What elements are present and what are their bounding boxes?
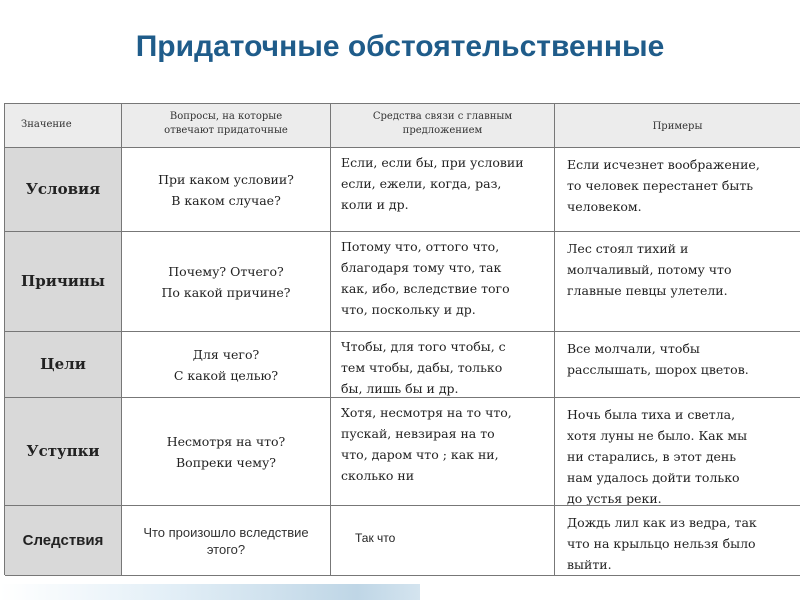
header-examples: Примеры: [555, 104, 800, 148]
row-meaning-purpose: Цели: [5, 332, 122, 398]
header-meaning: Значение: [5, 104, 122, 148]
questions-text: При каком условии? В каком случае?: [158, 171, 294, 208]
row-questions-purpose: [122, 332, 331, 398]
row-meaning-concession: Уступки: [5, 398, 122, 506]
row-questions-cause: [122, 232, 331, 332]
row-questions-consequence: [122, 506, 331, 576]
row-means-condition: Если, если бы, при условии если, ежели, когда, раз, коли и др.: [331, 148, 555, 232]
row-examples-condition: Если исчезнет воображение, то человек перестанет быть человеком.: [555, 148, 800, 232]
row-meaning-cause: Причины: [5, 232, 122, 332]
page-title: Придаточные обстоятельственные: [135, 30, 665, 63]
decorative-bottom-bar: [0, 584, 420, 600]
row-meaning-condition: Условия: [5, 148, 122, 232]
questions-text: Несмотря на что? Вопреки чему?: [166, 433, 286, 470]
row-means-cause: Потому что, оттого что, благодаря тому что, так как, ибо, вследствие того что, поскольку и др.: [331, 232, 555, 332]
questions-text: Для чего? С какой целью?: [173, 346, 279, 383]
row-means-concession: Хотя, несмотря на то что, пускай, невзирая на то что, даром что ; как ни, сколько ни: [331, 398, 555, 506]
row-means-purpose: Чтобы, для того чтобы, с тем чтобы, дабы, только бы, лишь бы и др.: [331, 332, 555, 398]
row-means-consequence: Так что: [331, 506, 555, 576]
row-examples-consequence: Дождь лил как из ведра, так что на крыльцо нельзя было выйти.: [555, 506, 800, 576]
questions-text: Почему? Отчего? По какой причине?: [161, 263, 291, 300]
questions-text: Что произошло вследствие этого?: [143, 524, 309, 557]
row-examples-cause: Лес стоял тихий и молчаливый, потому что главные певцы улетели.: [555, 232, 800, 332]
header-means: [331, 104, 555, 148]
row-questions-condition: [122, 148, 331, 232]
row-questions-concession: [122, 398, 331, 506]
header-means-text: Средства связи с главным предложением: [372, 111, 513, 136]
header-questions: [122, 104, 331, 148]
row-examples-purpose: Все молчали, чтобы расслышать, шорох цветов.: [555, 332, 800, 398]
row-meaning-consequence: Следствия: [5, 506, 122, 576]
subordinate-clauses-table: [4, 103, 800, 575]
header-questions-text: Вопросы, на которые отвечают придаточные: [164, 111, 288, 136]
row-examples-concession: Ночь была тиха и светла, хотя луны не было. Как мы ни старались, в этот день нам удалось дойти только до устья реки.: [555, 398, 800, 506]
